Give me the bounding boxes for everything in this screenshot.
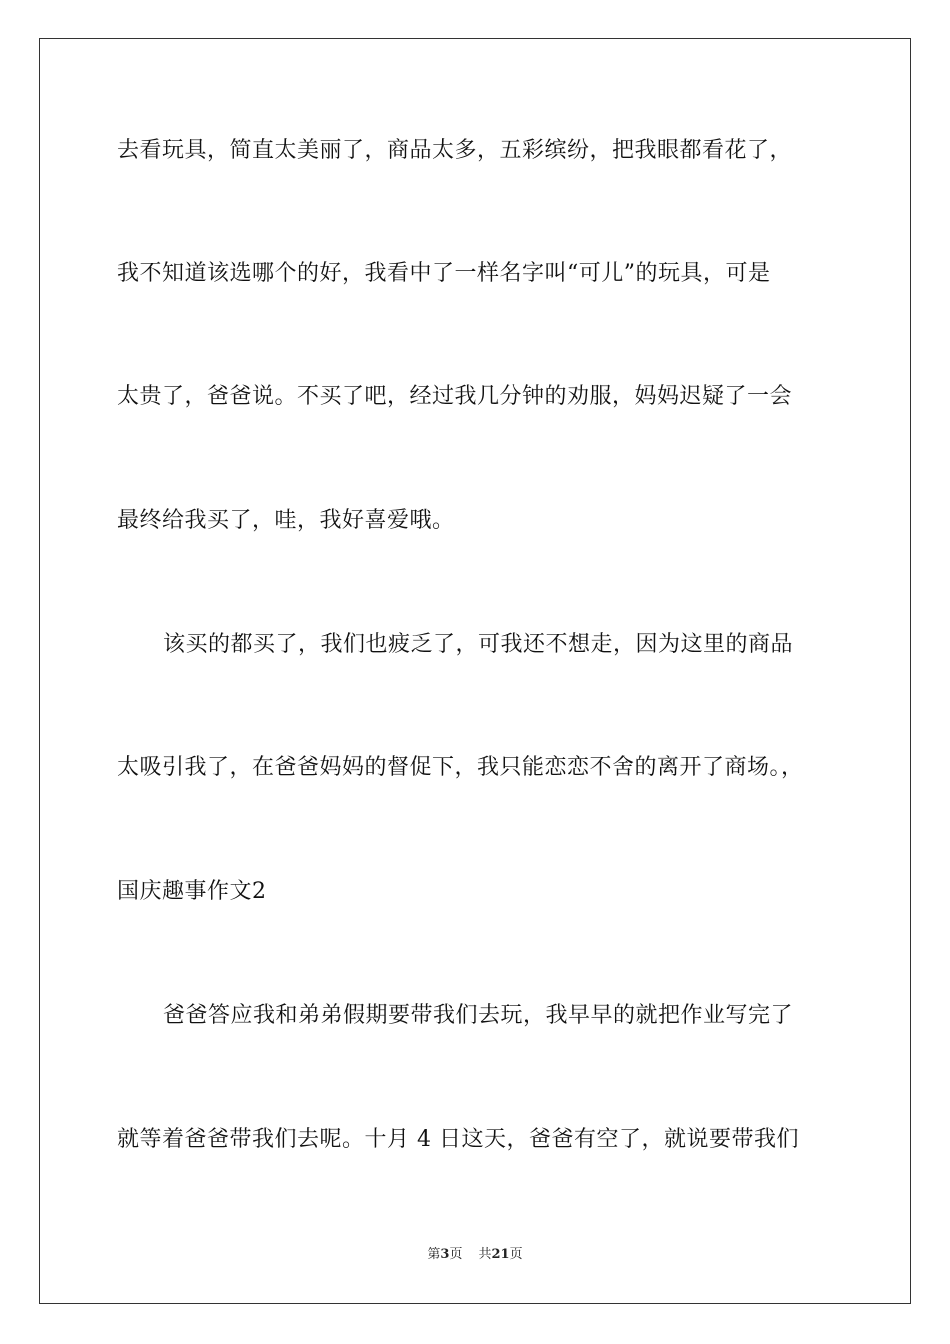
body-text-line: 最终给我买了，哇，我好喜爱哦。 [117, 508, 455, 533]
total-pages: 21 [491, 1247, 510, 1262]
body-text-line: 太吸引我了，在爸爸妈妈的督促下，我只能恋恋不舍的离开了商场。， [117, 755, 804, 780]
page-number: 3 [440, 1247, 450, 1262]
section-heading: 国庆趣事作文2 [117, 879, 267, 904]
paragraph-first-line: 爸爸答应我和弟弟假期要带我们去玩，我早早的就把作业写完了 [163, 1003, 794, 1028]
total-label-suffix: 页 [509, 1247, 523, 1262]
page-frame [39, 38, 911, 1304]
body-text-line: 就等着爸爸带我们去呢。十月 4 日这天，爸爸有空了，就说要带我们 [117, 1127, 799, 1152]
body-text-line: 我不知道该选哪个的好，我看中了一样名字叫“可儿”的玩具，可是 [117, 261, 771, 286]
page-label-prefix: 第 [427, 1247, 441, 1262]
page-label-suffix: 页 [449, 1247, 463, 1262]
paragraph-first-line: 该买的都买了，我们也疲乏了，可我还不想走，因为这里的商品 [163, 632, 794, 657]
total-label-prefix: 共 [478, 1247, 492, 1262]
body-text-line: 太贵了，爸爸说。不买了吧，经过我几分钟的劝服，妈妈迟疑了一会 [117, 384, 793, 409]
body-text-line: 去看玩具，简直太美丽了，商品太多，五彩缤纷，把我眼都看花了， [117, 138, 793, 163]
page-footer [0, 1246, 950, 1264]
